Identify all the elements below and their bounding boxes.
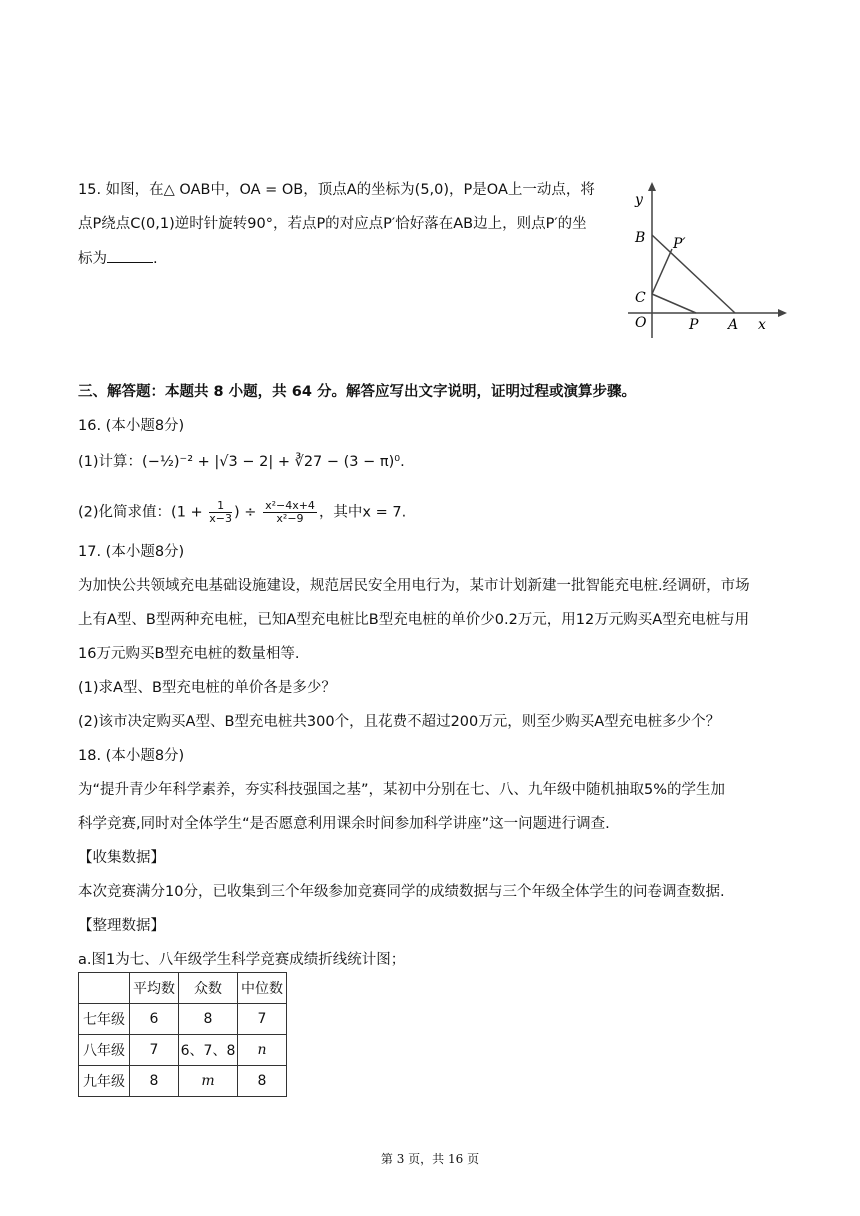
q15-line3-suffix: . bbox=[153, 251, 158, 267]
table-header-cell: 平均数 bbox=[130, 973, 179, 1004]
q18-paragraph-line2: 科学竞赛,同时对全体学生“是否愿意利用课余时间参加科学讲座”这一问题进行调查. bbox=[78, 816, 610, 832]
answer-blank bbox=[107, 248, 153, 263]
label-P-prime: P′ bbox=[673, 236, 686, 252]
table-row bbox=[79, 1066, 287, 1097]
table-cell: 七年级 bbox=[79, 1004, 130, 1035]
y-axis-arrow bbox=[648, 182, 656, 191]
segment-CP-prime bbox=[652, 249, 672, 294]
label-O: O bbox=[635, 315, 647, 331]
label-A: A bbox=[728, 317, 739, 333]
x-axis-arrow bbox=[778, 309, 787, 317]
q17-paragraph-line2: 上有A型、B型两种充电桩，已知A型充电桩比B型充电桩的单价少0.2万元，用12万元购买A型充电桩与用 bbox=[78, 612, 750, 628]
q16-part2-prefix: (2)化简求值：(1 + bbox=[78, 504, 208, 521]
q15-line1: 15. 如图，在△ OAB中，OA = OB，顶点A的坐标为(5,0)，P是OA上一动点，将 bbox=[78, 182, 595, 198]
q16-part2-suffix: ，其中x = 7. bbox=[318, 504, 407, 521]
label-C: C bbox=[635, 290, 646, 306]
q18-heading: 18. (本小题8分) bbox=[78, 748, 185, 764]
q16-part2-mid: ) ÷ bbox=[234, 504, 262, 521]
label-y: y bbox=[635, 192, 643, 208]
fraction-1 bbox=[209, 500, 232, 525]
table-row bbox=[79, 1035, 287, 1066]
fraction-2-numerator: x²−4x+4 bbox=[265, 499, 315, 512]
q16-part2 bbox=[78, 500, 406, 525]
item-a-text: a.图1为七、八年级学生科学竞赛成绩折线统计图； bbox=[78, 952, 406, 968]
table-cell: m bbox=[179, 1066, 238, 1097]
fraction-2-denominator: x²−9 bbox=[276, 512, 304, 525]
q15-line2: 点P绕点C(0,1)逆时针旋转90°，若点P的对应点P′恰好落在AB边上，则点P′的坐 bbox=[78, 216, 587, 232]
table-header-cell: 中位数 bbox=[238, 973, 287, 1004]
table-cell: 7 bbox=[130, 1035, 179, 1066]
fraction-2 bbox=[263, 500, 317, 525]
q17-heading: 17. (本小题8分) bbox=[78, 544, 185, 560]
segment-AB bbox=[652, 235, 735, 313]
q18-paragraph-line1: 为“提升青少年科学素养，夯实科技强国之基”，某初中分别在七、八、九年级中随机抽取5%的学生加 bbox=[78, 782, 726, 798]
q15-line3-prefix: 标为 bbox=[78, 251, 107, 267]
table-cell: 6 bbox=[130, 1004, 179, 1035]
q16-heading: 16. (本小题8分) bbox=[78, 418, 185, 434]
q16-part1: (1)计算：(−½)⁻² + |√3 − 2| + ∛27 − (3 − π)⁰. bbox=[78, 454, 405, 470]
page-footer: 第 3 页，共 16 页 bbox=[380, 1152, 480, 1166]
fraction-1-numerator: 1 bbox=[209, 500, 232, 513]
table-cell: 6、7、8 bbox=[179, 1035, 238, 1066]
q17-paragraph-line3: 16万元购买B型充电桩的数量相等. bbox=[78, 646, 300, 662]
table-cell: 九年级 bbox=[79, 1066, 130, 1097]
q15-line3 bbox=[78, 248, 158, 269]
table-cell: 八年级 bbox=[79, 1035, 130, 1066]
label-x: x bbox=[758, 317, 766, 333]
table-cell: 8 bbox=[179, 1004, 238, 1035]
section-3-title: 三、解答题：本题共 8 小题，共 64 分。解答应写出文字说明，证明过程或演算步骤。 bbox=[78, 384, 636, 400]
q17-paragraph-line1: 为加快公共领域充电基础设施建设，规范居民安全用电行为，某市计划新建一批智能充电桩.经调研，市场 bbox=[78, 578, 750, 594]
table-cell: 8 bbox=[130, 1066, 179, 1097]
label-P: P bbox=[689, 317, 699, 333]
statistics-table bbox=[78, 972, 287, 1097]
collect-data-text: 本次竞赛满分10分，已收集到三个年级参加竞赛同学的成绩数据与三个年级全体学生的问卷调查数据. bbox=[78, 884, 725, 900]
table-cell: 7 bbox=[238, 1004, 287, 1035]
table-header-cell: 众数 bbox=[179, 973, 238, 1004]
label-B: B bbox=[635, 230, 646, 246]
organize-data-title: 【整理数据】 bbox=[78, 918, 165, 934]
table-header-row bbox=[79, 973, 287, 1004]
fraction-1-denominator: x−3 bbox=[209, 512, 233, 525]
collect-data-title: 【收集数据】 bbox=[78, 850, 165, 866]
segment-CP bbox=[652, 294, 696, 313]
geometry-figure bbox=[620, 180, 790, 340]
q17-subquestion-2: (2)该市决定购买A型、B型充电桩共300个，且花费不超过200万元，则至少购买A型充电桩多少个？ bbox=[78, 714, 721, 730]
table-row bbox=[79, 1004, 287, 1035]
table-cell: 8 bbox=[238, 1066, 287, 1097]
table-header-cell bbox=[79, 973, 130, 1004]
table-cell: n bbox=[238, 1035, 287, 1066]
q17-subquestion-1: (1)求A型、B型充电桩的单价各是多少？ bbox=[78, 680, 336, 696]
